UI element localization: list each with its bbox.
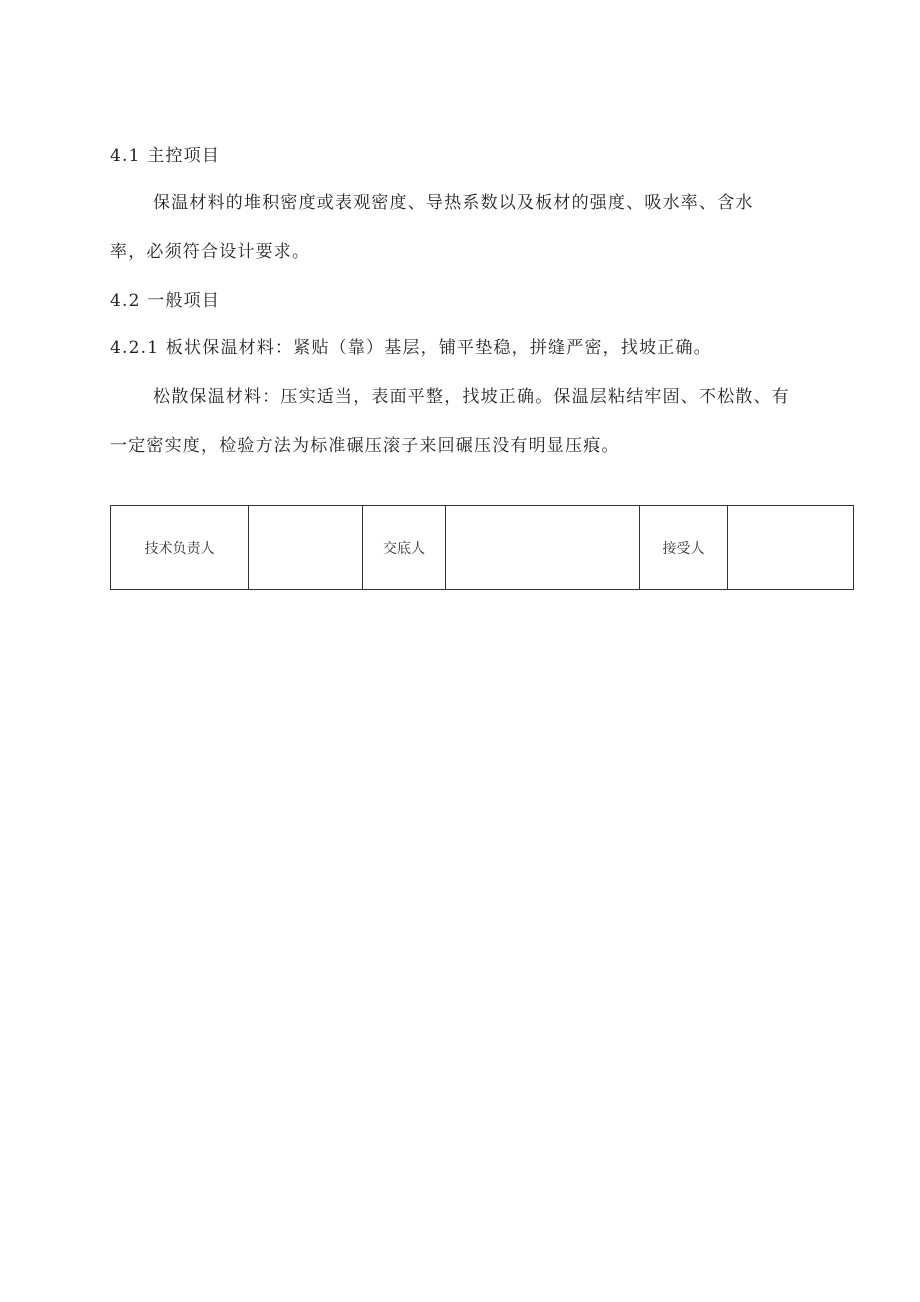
tech-lead-label: 技术负责人 (111, 506, 249, 590)
paragraph-line: 保温材料的堆积密度或表观密度、导热系数以及板材的强度、吸水率、含水 (153, 193, 754, 213)
paragraph-line: 松散保温材料：压实适当，表面平整，找坡正确。保温层粘结牢固、不松散、有 (153, 387, 790, 407)
tech-lead-signature-cell[interactable] (249, 506, 363, 590)
signature-table (110, 505, 854, 590)
paragraph-line: 率，必须符合设计要求。 (110, 242, 311, 262)
table-row (111, 506, 854, 590)
section-heading-4-2: 4.2 一般项目 (110, 291, 221, 311)
presenter-label: 交底人 (363, 506, 446, 590)
receiver-signature-cell[interactable] (728, 506, 854, 590)
presenter-signature-cell[interactable] (446, 506, 640, 590)
paragraph-line: 一定密实度，检验方法为标准碾压滚子来回碾压没有明显压痕。 (110, 436, 620, 456)
receiver-label: 接受人 (640, 506, 728, 590)
subsection-4-2-1: 4.2.1 板状保温材料：紧贴（靠）基层，铺平垫稳，拼缝严密，找坡正确。 (110, 338, 712, 358)
section-heading-4-1: 4.1 主控项目 (110, 146, 221, 166)
